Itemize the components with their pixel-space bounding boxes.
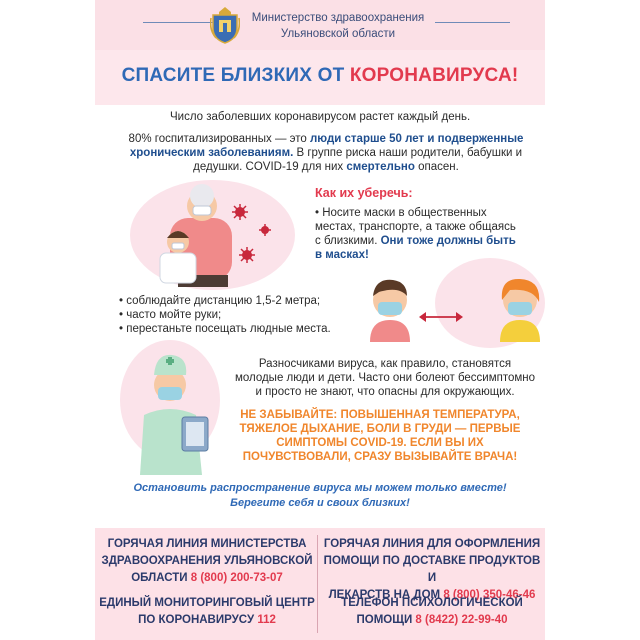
hotline-psychological — [321, 595, 543, 629]
hotline-ministry — [99, 536, 315, 587]
hotline-delivery-line2: ПОМОЩИ ПО ДОСТАВКЕ ПРОДУКТОВ И — [323, 555, 541, 584]
intro-line2-b: люди старше 50 лет и подверженные — [309, 133, 524, 145]
ministry-line1: Министерство здравоохранения — [251, 12, 425, 24]
doctor-illustration — [130, 345, 220, 475]
intro-line2-a: 80% госпитализированных — это — [128, 133, 310, 145]
intro-line4-c: опасен. — [414, 161, 459, 173]
social-distance-illustration — [365, 270, 545, 342]
hotline-delivery-line3: ЛЕКАРСТВ НА ДОМ — [328, 589, 444, 601]
motto-line1: Остановить распространение вируса мы можем только вместе! — [133, 482, 507, 494]
how-line3-b: Они тоже должны быть — [380, 235, 516, 247]
how-line1: • Носите маски в общественных — [315, 207, 487, 219]
hotline-ministry-line3: ОБЛАСТИ — [131, 572, 191, 584]
intro-line1: Число заболевших коронавирусом растет каждый день. — [170, 111, 471, 123]
warning-line1: НЕ ЗАБЫВАЙТЕ: ПОВЫШЕННАЯ ТЕМПЕРАТУРА, — [240, 409, 520, 421]
how-line3-a: с близкими. — [315, 235, 381, 247]
double-arrow-icon — [418, 310, 464, 324]
footer-divider — [317, 535, 318, 633]
hotline-monitoring-line1: ЕДИНЫЙ МОНИТОРИНГОВЫЙ ЦЕНТР — [99, 597, 315, 609]
hotline-delivery-phone[interactable]: 8 (800) 350-46-46 — [443, 589, 536, 601]
header-line-right — [435, 22, 510, 23]
motto — [95, 481, 545, 511]
motto-line2: Берегите себя и своих близких! — [230, 497, 410, 509]
header-line-left — [143, 22, 218, 23]
hotline-monitoring-line2: ПО КОРОНАВИРУСУ — [138, 614, 258, 626]
advice-item-hands: • часто мойте руки; — [119, 309, 222, 321]
hotline-psych-phone[interactable]: 8 (8422) 22-99-40 — [415, 614, 508, 626]
carriers-line3: и просто не знают, что опасны для окружающих. — [255, 386, 515, 398]
warning-line2: ТЯЖЕЛОЕ ДЫХАНИЕ, БОЛИ В ГРУДИ — ПЕРВЫЕ — [239, 423, 521, 435]
intro-line3-a: хроническим заболеваниям. — [129, 147, 294, 159]
symptoms-warning — [220, 408, 540, 464]
hotline-ministry-phone[interactable]: 8 (800) 200-73-07 — [190, 572, 283, 584]
hotline-psych-line1: ТЕЛЕФОН ПСИХОЛОГИЧЕСКОЙ — [341, 597, 523, 609]
hotline-monitoring-phone[interactable]: 112 — [257, 614, 276, 626]
advice-item-distance: • соблюдайте дистанцию 1,5-2 метра; — [119, 295, 321, 307]
how-line2: местах, транспорте, а также общаясь — [315, 221, 516, 233]
ministry-name — [243, 10, 433, 42]
intro-line3-b: В группе риска наши родители, бабушки и — [293, 147, 523, 159]
carriers-text — [230, 357, 540, 399]
poster — [95, 0, 545, 640]
hotline-ministry-line1: ГОРЯЧАЯ ЛИНИЯ МИНИСТЕРСТВА — [107, 538, 307, 550]
page-title — [95, 65, 545, 87]
virus-icon — [225, 200, 285, 270]
advice-list — [119, 294, 331, 336]
hotline-monitoring — [99, 595, 315, 629]
advice-item-crowds: • перестаньте посещать людные места. — [119, 323, 331, 335]
hotline-ministry-line2: ЗДРАВООХРАНЕНИЯ УЛЬЯНОВСКОЙ — [101, 555, 313, 567]
carriers-line2: молодые люди и дети. Часто они болеют бессимптомно — [234, 372, 536, 384]
intro-line4-b: смертельно — [346, 161, 415, 173]
coat-of-arms-icon — [210, 6, 240, 44]
intro-paragraph — [121, 132, 531, 174]
warning-line3: СИМПТОМЫ COVID-19. ЕСЛИ ВЫ ИХ — [276, 437, 484, 449]
ministry-line2: Ульяновской области — [280, 28, 396, 40]
hotline-delivery — [321, 536, 543, 604]
hotline-delivery-line1: ГОРЯЧАЯ ЛИНИЯ ДЛЯ ОФОРМЛЕНИЯ — [323, 538, 541, 550]
how-line4: в масках! — [315, 249, 369, 261]
warning-line4: ПОЧУВСТВОВАЛИ, СРАЗУ ВЫЗЫВАЙТЕ ВРАЧА! — [242, 451, 518, 463]
carriers-line1: Разносчиками вируса, как правило, становятся — [258, 358, 512, 370]
title-part1: СПАСИТЕ БЛИЗКИХ ОТ — [121, 65, 350, 86]
intro-line4-a: дедушки. COVID-19 для них — [193, 161, 347, 173]
how-text — [315, 206, 540, 262]
hotline-psych-line2: ПОМОЩИ — [356, 614, 416, 626]
how-heading: Как их уберечь: — [315, 186, 413, 200]
title-part2: КОРОНАВИРУСА! — [349, 65, 519, 86]
